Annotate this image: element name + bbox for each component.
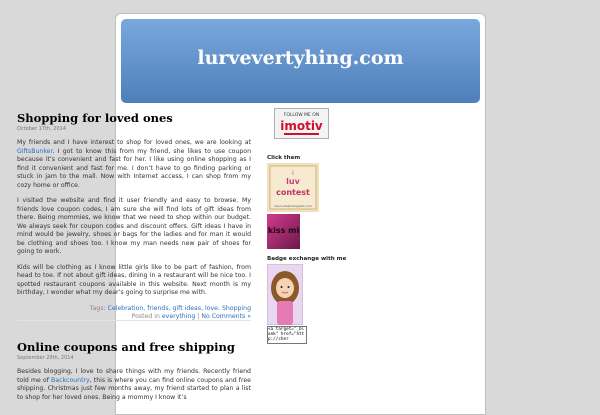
post-paragraph	[17, 368, 251, 402]
badge-code-textarea[interactable]: <a target="_blank" href="http://cher	[267, 326, 307, 344]
sidebar	[267, 108, 349, 344]
post-paragraph: I visited the website and find it user friendly and easy to browse. My friends love coupon codes, I am sure she will find lots of gift ideas from there. Being mommies, we know that we need to shop within our budget. We always seek for coupon codes and discount offers. Gift ideas I have in mind would be jewelry, shoes or bags for the ladies and for man it would be clothing and shoes too. I know my man needs new pair of shoes for going to work.	[17, 197, 251, 255]
text: Besides blogging, I love to share things with my friends. Recently friend told me of	[17, 368, 251, 384]
click-them-heading: Click them	[267, 155, 301, 161]
tag-link[interactable]: love	[205, 304, 218, 312]
imotiv-badge[interactable]	[274, 108, 329, 139]
backcountry-link[interactable]: Backcountry	[51, 376, 90, 384]
post-paragraph	[17, 139, 251, 190]
post-paragraph: Kids will be clothing as I know little girls like to be part of fashion, from head to toe. If not about gift ideas, dining in a restaurant will be nice too. I spotted restaurant coupons available in this website. Next month is my birthday, I wonder what my dear’s going to surprise me with.	[17, 263, 251, 296]
luv-contest: contest	[276, 188, 310, 197]
site-title[interactable]: lurvevertyhing.com	[197, 47, 404, 69]
comments-link[interactable]: No Comments »	[201, 313, 251, 320]
text: . I got to know this from my friend, she likes to use coupon because it’s convenient and fast for her. I like using online shopping as I find it convenient and fast for me. I don’t have to go finding parking or stuck in jam to the mall. Now with Internet access, I can shop from my cozy home or office.	[17, 147, 251, 189]
main-content	[17, 112, 251, 322]
post-title[interactable]: Online coupons and free shipping	[17, 340, 235, 354]
giftsbunker-link[interactable]: GiftsBunker	[17, 147, 53, 155]
category-link[interactable]: everything	[161, 313, 196, 320]
post-date: September 29th, 2014	[17, 355, 74, 361]
luv-word: luv	[286, 177, 300, 186]
text: , this is where you can find online coupons and free shipping. Christmas just few months away, my friend started to plan a list to shop for her loved ones. Being a mommy I know it’s	[17, 376, 251, 401]
imotiv-follow-text: FOLLOW ME ON	[283, 113, 320, 118]
tags-label: Tags:	[89, 304, 108, 312]
tag-link[interactable]: gift ideas	[172, 304, 202, 312]
post-2	[17, 341, 251, 409]
tag-link[interactable]: friends	[147, 304, 169, 312]
tag-link[interactable]: Shopping	[221, 304, 251, 312]
luv-i: i	[292, 170, 294, 177]
post-title[interactable]: Shopping for loved ones	[17, 111, 173, 125]
post-meta: Posted in everything | No Comments »	[131, 313, 251, 320]
posted-in-label: Posted in	[131, 313, 162, 320]
imotiv-logo-text: imotiv	[280, 119, 323, 133]
girl-badge-image[interactable]	[267, 264, 303, 325]
iluvcontest-badge[interactable]	[267, 163, 319, 212]
post-date: October 17th, 2014	[17, 126, 66, 132]
badge-exchange-heading: Badge exchange with me	[267, 256, 347, 262]
kiss-mi-text: kiss mi	[267, 226, 300, 235]
post-tags: Tags: Celebration, friends, gift ideas, love, Shopping	[89, 304, 251, 312]
post-divider	[17, 320, 251, 321]
luv-url: iluvcontest.blogspot.com	[274, 204, 312, 208]
tag-link[interactable]: Celebration	[107, 304, 144, 312]
site-header	[121, 19, 480, 103]
kiss-mi-badge[interactable]	[267, 214, 300, 249]
post-1	[17, 112, 251, 322]
text: My friends and I have interest to shop for loved ones, we are looking at	[17, 139, 251, 146]
